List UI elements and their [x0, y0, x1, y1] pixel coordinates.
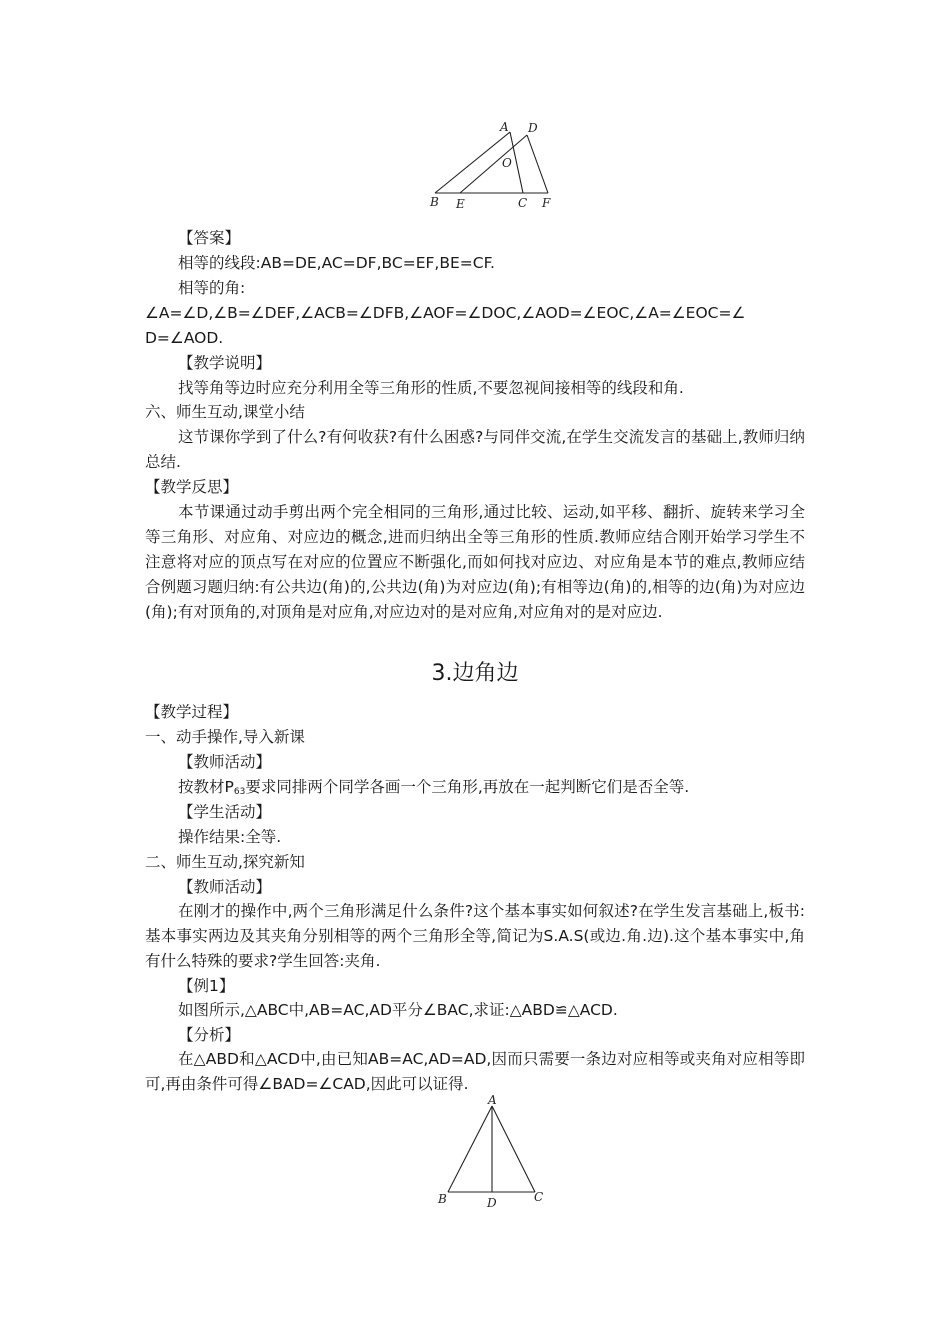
figure-triangles-abc-def — [420, 118, 570, 216]
part-2-teacher-text: 在刚才的操作中,两个三角形满足什么条件?这个基本事实如何叙述?在学生发言基础上,板书:基本事实两边及其夹角分别相等的两个三角形全等,简记为S.A.S(或边.角.边).这个基本事实中,角有什么特殊的要求?学生回答:夹角. — [145, 902, 805, 970]
answer-segments: 相等的线段:AB=DE,AC=DF,BC=EF,BE=CF. — [178, 254, 495, 272]
part-2-teacher-heading: 【教师活动】 — [178, 878, 272, 896]
answer-angles-line-2: D=∠AOD. — [145, 329, 224, 347]
answer-angles-line-1: ∠A=∠D,∠B=∠DEF,∠ACB=∠DFB,∠AOF=∠DOC,∠AOD=∠EOC,∠A=∠EOC=∠ — [145, 304, 746, 322]
reflection-text: 本节课通过动手剪出两个完全相同的三角形,通过比较、运动,如平移、翻折、旋转来学习全等三角形、对应角、对应边的概念,进而归纳出全等三角形的性质.教师应结合刚开始学习学生不注意将对应的顶点写在对应的位置应不断强化,而如何找对应边、对应角是本节的难点,教师应结合例题习题归纳:有公共边(角)的,公共边(角)为对应边(角);有相等边(角)的,相等的边(角)为对应边(角);有对顶角的,对顶角是对应角,对应边对的是对应角,对应角对的是对应边. — [145, 503, 805, 621]
label-A: A — [500, 120, 509, 134]
part-2-heading: 二、师生互动,探究新知 — [145, 853, 305, 871]
label-O: O — [502, 156, 512, 170]
label-A2: A — [488, 1093, 497, 1107]
lesson-title: 3.边角边 — [431, 661, 519, 686]
label-E: E — [456, 197, 465, 211]
note-text: 找等角等边时应充分利用全等三角形的性质,不要忽视间接相等的线段和角. — [178, 379, 684, 397]
part-1-teacher-text: 按教材$P_{63}$要求同排两个同学各画一个三角形,再放在一起判断它们是否全等. — [178, 778, 690, 797]
label-B2: B — [438, 1192, 447, 1206]
label-B: B — [430, 195, 439, 209]
example-1-heading: 【例1】 — [178, 977, 235, 995]
example-1-text: 如图所示,△ABC中,AB=AC,AD平分∠BAC,求证:△ABD≌△ACD. — [178, 1001, 618, 1019]
part-1-teacher-heading: 【教师活动】 — [178, 753, 272, 771]
label-D: D — [528, 121, 538, 135]
part-1-heading: 一、动手操作,导入新课 — [145, 728, 305, 746]
answer-heading: 【答案】 — [178, 229, 241, 247]
analysis-text: 在△ABD和△ACD中,由已知AB=AC,AD=AD,因而只需要一条边对应相等或夹角对应相等即可,再由条件可得∠BAD=∠CAD,因此可以证得. — [145, 1050, 805, 1093]
label-C2: C — [534, 1190, 544, 1204]
figure-1-svg — [420, 118, 570, 216]
label-C: C — [518, 196, 528, 210]
part-1-student-text: 操作结果:全等. — [178, 828, 282, 846]
answer-angles-heading: 相等的角: — [178, 279, 246, 297]
reflection-heading: 【教学反思】 — [145, 478, 239, 496]
figure-2-svg — [432, 1092, 552, 1210]
label-F: F — [542, 196, 551, 210]
note-heading: 【教学说明】 — [178, 354, 272, 372]
analysis-heading: 【分析】 — [178, 1026, 241, 1044]
section-6-text: 这节课你学到了什么?有何收获?有什么困惑?与同伴交流,在学生交流发言的基础上,教师归纳总结. — [145, 428, 805, 471]
process-heading: 【教学过程】 — [145, 703, 239, 721]
figure-isosceles-triangle — [432, 1092, 552, 1210]
label-D2: D — [487, 1196, 497, 1210]
part-1-student-heading: 【学生活动】 — [178, 803, 272, 821]
section-6-heading: 六、师生互动,课堂小结 — [145, 403, 305, 421]
